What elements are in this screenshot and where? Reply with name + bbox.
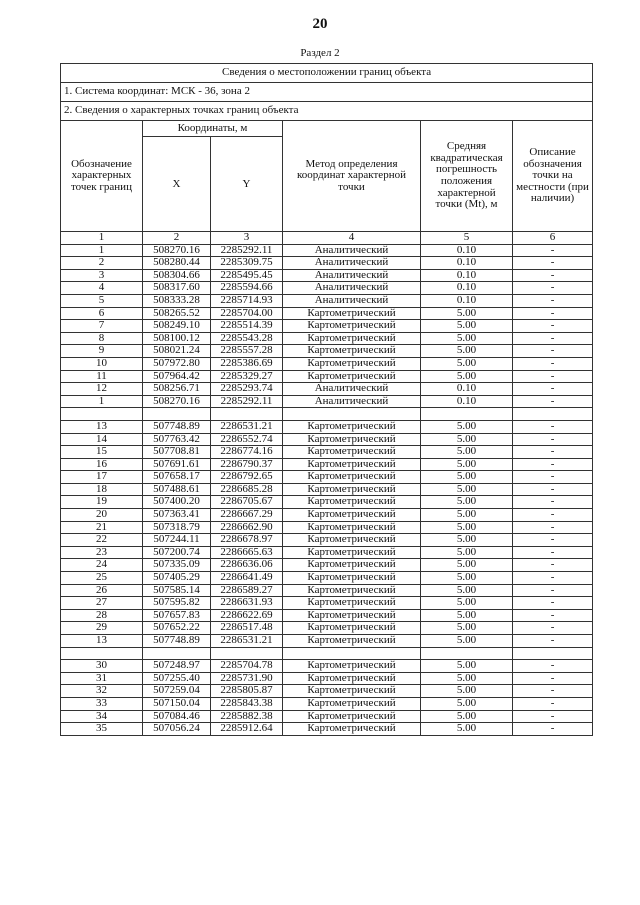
table-row — [61, 244, 593, 257]
method-cell: Картометрический — [283, 660, 421, 673]
table-row — [61, 622, 593, 635]
table-row — [61, 546, 593, 559]
table-row — [61, 446, 593, 459]
error-cell: 5.00 — [421, 320, 513, 333]
header-x: X — [143, 137, 211, 232]
x-cell: 507200.74 — [143, 546, 211, 559]
description-cell: - — [513, 710, 593, 723]
method-cell: Картометрический — [283, 496, 421, 509]
method-cell: Картометрический — [283, 332, 421, 345]
y-cell: 2285731.90 — [211, 672, 283, 685]
point-id-cell: 22 — [61, 534, 143, 547]
table-row — [61, 307, 593, 320]
method-cell: Аналитический — [283, 269, 421, 282]
x-cell: 508333.28 — [143, 294, 211, 307]
method-cell: Картометрический — [283, 307, 421, 320]
y-cell: 2285714.93 — [211, 294, 283, 307]
method-cell: Картометрический — [283, 559, 421, 572]
table-row — [61, 660, 593, 673]
point-id-cell: 23 — [61, 546, 143, 559]
x-cell: 507964.42 — [143, 370, 211, 383]
error-cell: 0.10 — [421, 282, 513, 295]
error-cell: 5.00 — [421, 446, 513, 459]
x-cell: 508021.24 — [143, 345, 211, 358]
table-row — [61, 420, 593, 433]
y-cell: 2285543.28 — [211, 332, 283, 345]
description-cell: - — [513, 697, 593, 710]
group-separator-row — [61, 408, 593, 421]
empty-cell — [143, 647, 211, 660]
description-cell: - — [513, 446, 593, 459]
y-cell: 2285704.78 — [211, 660, 283, 673]
error-cell: 5.00 — [421, 546, 513, 559]
method-cell: Картометрический — [283, 357, 421, 370]
point-id-cell: 5 — [61, 294, 143, 307]
x-cell: 507658.17 — [143, 471, 211, 484]
column-numbers-row — [61, 232, 593, 245]
boundary-points-table — [60, 63, 593, 736]
x-cell: 508265.52 — [143, 307, 211, 320]
y-cell: 2285882.38 — [211, 710, 283, 723]
description-cell: - — [513, 370, 593, 383]
x-cell: 507652.22 — [143, 622, 211, 635]
point-id-cell: 17 — [61, 471, 143, 484]
method-cell: Картометрический — [283, 345, 421, 358]
error-cell: 5.00 — [421, 496, 513, 509]
method-cell: Картометрический — [283, 483, 421, 496]
table-title: Сведения о местоположении границ объекта — [61, 64, 593, 83]
table-row — [61, 685, 593, 698]
table-row — [61, 395, 593, 408]
description-cell: - — [513, 572, 593, 585]
point-id-cell: 30 — [61, 660, 143, 673]
description-cell: - — [513, 458, 593, 471]
method-cell: Картометрический — [283, 597, 421, 610]
point-id-cell: 29 — [61, 622, 143, 635]
method-cell: Картометрический — [283, 433, 421, 446]
y-cell: 2286589.27 — [211, 584, 283, 597]
x-cell: 507691.61 — [143, 458, 211, 471]
point-id-cell: 1 — [61, 244, 143, 257]
empty-cell — [283, 647, 421, 660]
y-cell: 2285495.45 — [211, 269, 283, 282]
table-row — [61, 521, 593, 534]
x-cell: 508249.10 — [143, 320, 211, 333]
error-cell: 5.00 — [421, 509, 513, 522]
point-id-cell: 32 — [61, 685, 143, 698]
table-row — [61, 697, 593, 710]
point-id-cell: 12 — [61, 383, 143, 396]
table-row — [61, 458, 593, 471]
method-cell: Картометрический — [283, 710, 421, 723]
empty-cell — [211, 408, 283, 421]
table-row — [61, 294, 593, 307]
error-cell: 5.00 — [421, 685, 513, 698]
x-cell: 507318.79 — [143, 521, 211, 534]
y-cell: 2286792.65 — [211, 471, 283, 484]
point-id-cell: 34 — [61, 710, 143, 723]
error-cell: 5.00 — [421, 672, 513, 685]
description-cell: - — [513, 332, 593, 345]
error-cell: 5.00 — [421, 723, 513, 736]
description-cell: - — [513, 471, 593, 484]
point-id-cell: 20 — [61, 509, 143, 522]
error-cell: 5.00 — [421, 471, 513, 484]
x-cell: 507056.24 — [143, 723, 211, 736]
points-caption-row: 2. Сведения о характерных точках границ объекта — [61, 102, 593, 121]
y-cell: 2286531.21 — [211, 635, 283, 648]
description-cell: - — [513, 282, 593, 295]
point-id-cell: 13 — [61, 635, 143, 648]
error-cell: 5.00 — [421, 584, 513, 597]
y-cell: 2285594.66 — [211, 282, 283, 295]
error-cell: 5.00 — [421, 458, 513, 471]
error-cell: 0.10 — [421, 257, 513, 270]
table-row — [61, 257, 593, 270]
point-id-cell: 15 — [61, 446, 143, 459]
description-cell: - — [513, 635, 593, 648]
x-cell: 507400.20 — [143, 496, 211, 509]
table-row — [61, 559, 593, 572]
error-cell: 0.10 — [421, 294, 513, 307]
x-cell: 507363.41 — [143, 509, 211, 522]
description-cell: - — [513, 546, 593, 559]
error-cell: 5.00 — [421, 622, 513, 635]
description-cell: - — [513, 622, 593, 635]
column-number: 5 — [421, 232, 513, 245]
error-cell: 5.00 — [421, 572, 513, 585]
y-cell: 2285292.11 — [211, 395, 283, 408]
empty-cell — [513, 647, 593, 660]
method-cell: Картометрический — [283, 370, 421, 383]
method-cell: Картометрический — [283, 458, 421, 471]
header-point-id: Обозначение характерных точек границ — [61, 121, 143, 232]
error-cell: 0.10 — [421, 395, 513, 408]
description-cell: - — [513, 483, 593, 496]
x-cell: 507657.83 — [143, 609, 211, 622]
x-cell: 507595.82 — [143, 597, 211, 610]
y-cell: 2286662.90 — [211, 521, 283, 534]
method-cell: Картометрический — [283, 521, 421, 534]
point-id-cell: 9 — [61, 345, 143, 358]
table-row — [61, 383, 593, 396]
description-cell: - — [513, 584, 593, 597]
y-cell: 2285843.38 — [211, 697, 283, 710]
method-cell: Картометрический — [283, 635, 421, 648]
column-number: 6 — [513, 232, 593, 245]
method-cell: Картометрический — [283, 572, 421, 585]
y-cell: 2286531.21 — [211, 420, 283, 433]
method-cell: Картометрический — [283, 509, 421, 522]
error-cell: 5.00 — [421, 332, 513, 345]
method-cell: Картометрический — [283, 471, 421, 484]
point-id-cell: 28 — [61, 609, 143, 622]
error-cell: 5.00 — [421, 660, 513, 673]
method-cell: Картометрический — [283, 609, 421, 622]
table-row — [61, 672, 593, 685]
description-cell: - — [513, 420, 593, 433]
x-cell: 507972.80 — [143, 357, 211, 370]
x-cell: 508304.66 — [143, 269, 211, 282]
point-id-cell: 24 — [61, 559, 143, 572]
y-cell: 2285514.39 — [211, 320, 283, 333]
description-cell: - — [513, 244, 593, 257]
table-row — [61, 572, 593, 585]
empty-cell — [421, 408, 513, 421]
x-cell: 508270.16 — [143, 244, 211, 257]
error-cell: 5.00 — [421, 534, 513, 547]
point-id-cell: 18 — [61, 483, 143, 496]
description-cell: - — [513, 357, 593, 370]
point-id-cell: 2 — [61, 257, 143, 270]
description-cell: - — [513, 345, 593, 358]
y-cell: 2286552.74 — [211, 433, 283, 446]
header-y: Y — [211, 137, 283, 232]
empty-cell — [513, 408, 593, 421]
x-cell: 508256.71 — [143, 383, 211, 396]
error-cell: 5.00 — [421, 370, 513, 383]
table-row — [61, 282, 593, 295]
description-cell: - — [513, 320, 593, 333]
table-row — [61, 345, 593, 358]
table-row — [61, 609, 593, 622]
table-row — [61, 635, 593, 648]
description-cell: - — [513, 294, 593, 307]
y-cell: 2286667.29 — [211, 509, 283, 522]
method-cell: Аналитический — [283, 383, 421, 396]
error-cell: 5.00 — [421, 609, 513, 622]
table-row — [61, 471, 593, 484]
table-row — [61, 723, 593, 736]
x-cell: 508100.12 — [143, 332, 211, 345]
point-id-cell: 14 — [61, 433, 143, 446]
point-id-cell: 4 — [61, 282, 143, 295]
page-number: 20 — [312, 16, 328, 32]
x-cell: 507244.11 — [143, 534, 211, 547]
error-cell: 5.00 — [421, 521, 513, 534]
y-cell: 2285293.74 — [211, 383, 283, 396]
x-cell: 507150.04 — [143, 697, 211, 710]
error-cell: 5.00 — [421, 357, 513, 370]
description-cell: - — [513, 257, 593, 270]
column-number: 2 — [143, 232, 211, 245]
table-row — [61, 509, 593, 522]
error-cell: 5.00 — [421, 559, 513, 572]
point-id-cell: 21 — [61, 521, 143, 534]
point-id-cell: 16 — [61, 458, 143, 471]
method-cell: Аналитический — [283, 282, 421, 295]
empty-cell — [283, 408, 421, 421]
y-cell: 2285704.00 — [211, 307, 283, 320]
y-cell: 2286631.93 — [211, 597, 283, 610]
x-cell: 507255.40 — [143, 672, 211, 685]
point-id-cell: 13 — [61, 420, 143, 433]
point-id-cell: 25 — [61, 572, 143, 585]
y-cell: 2285912.64 — [211, 723, 283, 736]
description-cell: - — [513, 534, 593, 547]
y-cell: 2286636.06 — [211, 559, 283, 572]
y-cell: 2285557.28 — [211, 345, 283, 358]
description-cell: - — [513, 723, 593, 736]
header-description: Описание обозначения точки на местности (при наличии) — [513, 121, 593, 232]
x-cell: 507084.46 — [143, 710, 211, 723]
empty-cell — [61, 647, 143, 660]
y-cell: 2285329.27 — [211, 370, 283, 383]
method-cell: Аналитический — [283, 294, 421, 307]
table-row — [61, 483, 593, 496]
column-number: 3 — [211, 232, 283, 245]
point-id-cell: 35 — [61, 723, 143, 736]
y-cell: 2286790.37 — [211, 458, 283, 471]
point-id-cell: 6 — [61, 307, 143, 320]
description-cell: - — [513, 559, 593, 572]
method-cell: Картометрический — [283, 723, 421, 736]
method-cell: Картометрический — [283, 446, 421, 459]
point-id-cell: 1 — [61, 395, 143, 408]
x-cell: 508317.60 — [143, 282, 211, 295]
point-id-cell: 27 — [61, 597, 143, 610]
method-cell: Картометрический — [283, 697, 421, 710]
description-cell: - — [513, 307, 593, 320]
table-row — [61, 597, 593, 610]
table-row — [61, 370, 593, 383]
method-cell: Аналитический — [283, 395, 421, 408]
point-id-cell: 11 — [61, 370, 143, 383]
method-cell: Аналитический — [283, 244, 421, 257]
y-cell: 2285309.75 — [211, 257, 283, 270]
method-cell: Аналитический — [283, 257, 421, 270]
x-cell: 507748.89 — [143, 635, 211, 648]
coord-system-row: 1. Система координат: МСК - 36, зона 2 — [61, 83, 593, 102]
x-cell: 508280.44 — [143, 257, 211, 270]
description-cell: - — [513, 395, 593, 408]
table-row — [61, 433, 593, 446]
section-label: Раздел 2 — [300, 47, 340, 59]
y-cell: 2286705.67 — [211, 496, 283, 509]
point-id-cell: 19 — [61, 496, 143, 509]
table-row — [61, 534, 593, 547]
error-cell: 5.00 — [421, 635, 513, 648]
error-cell: 0.10 — [421, 383, 513, 396]
table-row — [61, 269, 593, 282]
table-row — [61, 584, 593, 597]
x-cell: 507585.14 — [143, 584, 211, 597]
point-id-cell: 26 — [61, 584, 143, 597]
point-id-cell: 3 — [61, 269, 143, 282]
header-method: Метод определения координат характерной точки — [283, 121, 421, 232]
method-cell: Картометрический — [283, 672, 421, 685]
description-cell: - — [513, 609, 593, 622]
column-number: 4 — [283, 232, 421, 245]
y-cell: 2286517.48 — [211, 622, 283, 635]
empty-cell — [421, 647, 513, 660]
y-cell: 2286641.49 — [211, 572, 283, 585]
point-id-cell: 10 — [61, 357, 143, 370]
empty-cell — [143, 408, 211, 421]
group-separator-row — [61, 647, 593, 660]
point-id-cell: 8 — [61, 332, 143, 345]
y-cell: 2285805.87 — [211, 685, 283, 698]
error-cell: 5.00 — [421, 420, 513, 433]
column-number: 1 — [61, 232, 143, 245]
error-cell: 5.00 — [421, 697, 513, 710]
description-cell: - — [513, 597, 593, 610]
description-cell: - — [513, 433, 593, 446]
x-cell: 507248.97 — [143, 660, 211, 673]
y-cell: 2285386.69 — [211, 357, 283, 370]
point-id-cell: 33 — [61, 697, 143, 710]
description-cell: - — [513, 383, 593, 396]
x-cell: 507488.61 — [143, 483, 211, 496]
y-cell: 2286685.28 — [211, 483, 283, 496]
y-cell: 2286678.97 — [211, 534, 283, 547]
header-error: Средняя квадратическая погрешность положения характерной точки (Mt), м — [421, 121, 513, 232]
table-row — [61, 710, 593, 723]
description-cell: - — [513, 672, 593, 685]
x-cell: 508270.16 — [143, 395, 211, 408]
error-cell: 0.10 — [421, 269, 513, 282]
method-cell: Картометрический — [283, 685, 421, 698]
error-cell: 0.10 — [421, 244, 513, 257]
x-cell: 507405.29 — [143, 572, 211, 585]
x-cell: 507748.89 — [143, 420, 211, 433]
description-cell: - — [513, 660, 593, 673]
method-cell: Картометрический — [283, 320, 421, 333]
error-cell: 5.00 — [421, 433, 513, 446]
description-cell: - — [513, 269, 593, 282]
empty-cell — [211, 647, 283, 660]
point-id-cell: 31 — [61, 672, 143, 685]
error-cell: 5.00 — [421, 483, 513, 496]
y-cell: 2286774.16 — [211, 446, 283, 459]
error-cell: 5.00 — [421, 710, 513, 723]
description-cell: - — [513, 509, 593, 522]
method-cell: Картометрический — [283, 534, 421, 547]
x-cell: 507335.09 — [143, 559, 211, 572]
method-cell: Картометрический — [283, 546, 421, 559]
y-cell: 2286665.63 — [211, 546, 283, 559]
table-row — [61, 496, 593, 509]
error-cell: 5.00 — [421, 307, 513, 320]
y-cell: 2286622.69 — [211, 609, 283, 622]
table-row — [61, 357, 593, 370]
empty-cell — [61, 408, 143, 421]
header-coordinates: Координаты, м — [143, 121, 283, 137]
method-cell: Картометрический — [283, 420, 421, 433]
x-cell: 507763.42 — [143, 433, 211, 446]
point-id-cell: 7 — [61, 320, 143, 333]
description-cell: - — [513, 685, 593, 698]
y-cell: 2285292.11 — [211, 244, 283, 257]
error-cell: 5.00 — [421, 345, 513, 358]
description-cell: - — [513, 496, 593, 509]
description-cell: - — [513, 521, 593, 534]
table-row — [61, 332, 593, 345]
method-cell: Картометрический — [283, 622, 421, 635]
error-cell: 5.00 — [421, 597, 513, 610]
x-cell: 507708.81 — [143, 446, 211, 459]
method-cell: Картометрический — [283, 584, 421, 597]
table-row — [61, 320, 593, 333]
x-cell: 507259.04 — [143, 685, 211, 698]
